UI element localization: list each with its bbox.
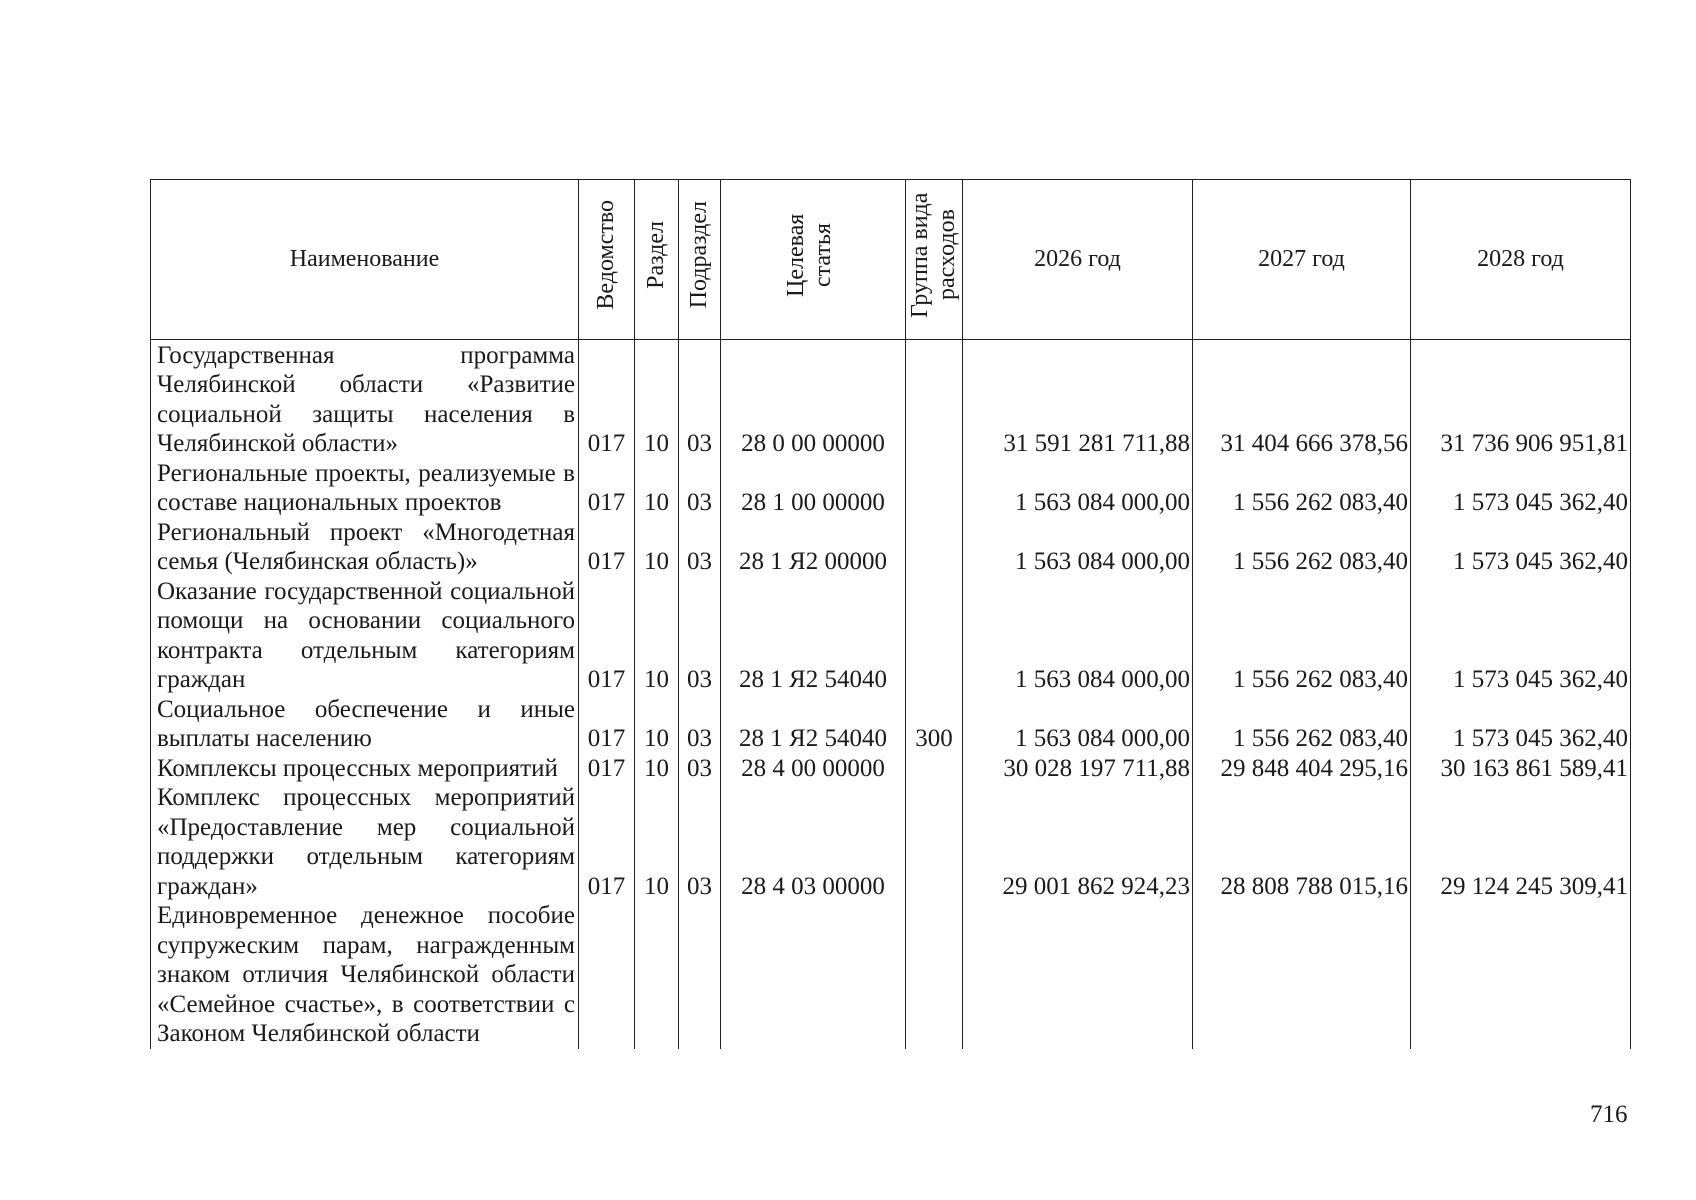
header-year-2027: 2027 год	[1193, 180, 1411, 340]
row-target-article: 28 1 Я2 54040	[721, 695, 906, 754]
row-section: 10	[635, 754, 679, 784]
row-expense-group	[906, 901, 963, 1049]
row-department: 017	[579, 339, 635, 459]
header-name: Наименование	[151, 180, 579, 340]
table-row	[151, 783, 1631, 901]
header-subsection-label: Подраздел	[686, 201, 712, 309]
row-department: 017	[579, 754, 635, 784]
row-section: 10	[635, 459, 679, 518]
row-section: 10	[635, 783, 679, 901]
header-year-2028: 2028 год	[1411, 180, 1631, 340]
row-amount-2028: 1 573 045 362,40	[1411, 459, 1631, 518]
row-expense-group	[906, 339, 963, 459]
row-subsection: 03	[679, 754, 721, 784]
row-department: 017	[579, 518, 635, 577]
row-amount-2028: 30 163 861 589,41	[1411, 754, 1631, 784]
header-department-label: Ведомство	[593, 200, 619, 310]
row-amount-2027: 28 808 788 015,16	[1193, 783, 1411, 901]
row-subsection: 03	[679, 577, 721, 695]
row-amount-2026: 29 001 862 924,23	[963, 783, 1193, 901]
row-expense-group: 300	[906, 695, 963, 754]
row-target-article: 28 1 Я2 54040	[721, 577, 906, 695]
row-amount-2028: 1 573 045 362,40	[1411, 695, 1631, 754]
row-section: 10	[635, 518, 679, 577]
table-row	[151, 459, 1631, 518]
row-department: 017	[579, 459, 635, 518]
row-target-article: 28 4 00 00000	[721, 754, 906, 784]
row-amount-2027: 1 556 262 083,40	[1193, 577, 1411, 695]
budget-table	[150, 179, 1631, 1049]
row-amount-2026: 1 563 084 000,00	[963, 695, 1193, 754]
header-department	[579, 180, 635, 340]
row-subsection: 03	[679, 518, 721, 577]
header-subsection	[679, 180, 721, 340]
row-department: 017	[579, 577, 635, 695]
header-expense-group-label: Группа вида расходов	[907, 192, 960, 318]
row-amount-2028: 31 736 906 951,81	[1411, 339, 1631, 459]
row-department: 017	[579, 695, 635, 754]
row-expense-group	[906, 754, 963, 784]
row-expense-group	[906, 518, 963, 577]
row-target-article	[721, 901, 906, 1049]
table-row	[151, 577, 1631, 695]
row-subsection: 03	[679, 783, 721, 901]
row-department	[579, 901, 635, 1049]
row-expense-group	[906, 577, 963, 695]
row-amount-2027: 29 848 404 295,16	[1193, 754, 1411, 784]
row-amount-2027: 1 556 262 083,40	[1193, 695, 1411, 754]
row-amount-2026: 1 563 084 000,00	[963, 577, 1193, 695]
row-section: 10	[635, 577, 679, 695]
row-expense-group	[906, 459, 963, 518]
row-department: 017	[579, 783, 635, 901]
page-number: 716	[1590, 1101, 1628, 1128]
row-name: Государственная программа Челябинской области «Развитие социальной защиты населения в Челябинской области»	[151, 339, 579, 459]
row-expense-group	[906, 783, 963, 901]
row-section: 10	[635, 695, 679, 754]
table-row	[151, 339, 1631, 459]
row-name: Региональный проект «Многодетная семья (Челябинская область)»	[151, 518, 579, 577]
budget-table-container	[150, 179, 1630, 1049]
row-amount-2026	[963, 901, 1193, 1049]
row-amount-2026: 1 563 084 000,00	[963, 518, 1193, 577]
row-name: Комплексы процессных мероприятий	[151, 754, 579, 784]
row-amount-2026: 31 591 281 711,88	[963, 339, 1193, 459]
header-year-2026: 2026 год	[963, 180, 1193, 340]
row-name: Комплекс процессных мероприятий «Предоставление мер социальной поддержки отдельным категориям граждан»	[151, 783, 579, 901]
row-name: Социальное обеспечение и иные выплаты населению	[151, 695, 579, 754]
header-section-label: Раздел	[643, 221, 669, 289]
table-body	[151, 339, 1631, 1049]
row-section	[635, 901, 679, 1049]
header-target-article	[721, 180, 906, 340]
row-amount-2028: 1 573 045 362,40	[1411, 518, 1631, 577]
row-target-article: 28 1 Я2 00000	[721, 518, 906, 577]
row-name: Единовременное денежное пособие супружеским парам, награжденным знаком отличия Челябинской области «Семейное счастье», в соответствии с Законом Челябинской области	[151, 901, 579, 1049]
table-header	[151, 180, 1631, 340]
table-row	[151, 754, 1631, 784]
row-target-article: 28 0 00 00000	[721, 339, 906, 459]
row-amount-2027: 31 404 666 378,56	[1193, 339, 1411, 459]
row-amount-2026: 30 028 197 711,88	[963, 754, 1193, 784]
row-section: 10	[635, 339, 679, 459]
row-amount-2027: 1 556 262 083,40	[1193, 518, 1411, 577]
row-amount-2027	[1193, 901, 1411, 1049]
row-subsection: 03	[679, 695, 721, 754]
row-amount-2028	[1411, 901, 1631, 1049]
header-expense-group	[906, 180, 963, 340]
row-subsection: 03	[679, 339, 721, 459]
header-section	[635, 180, 679, 340]
table-row	[151, 695, 1631, 754]
header-row	[151, 180, 1631, 340]
row-name: Оказание государственной социальной помощи на основании социального контракта отдельным категориям граждан	[151, 577, 579, 695]
row-target-article: 28 1 00 00000	[721, 459, 906, 518]
row-amount-2027: 1 556 262 083,40	[1193, 459, 1411, 518]
row-subsection	[679, 901, 721, 1049]
row-name: Региональные проекты, реализуемые в составе национальных проектов	[151, 459, 579, 518]
table-row	[151, 518, 1631, 577]
row-target-article: 28 4 03 00000	[721, 783, 906, 901]
row-amount-2028: 1 573 045 362,40	[1411, 577, 1631, 695]
row-amount-2028: 29 124 245 309,41	[1411, 783, 1631, 901]
table-row	[151, 901, 1631, 1049]
row-subsection: 03	[679, 459, 721, 518]
row-amount-2026: 1 563 084 000,00	[963, 459, 1193, 518]
header-target-article-label: Целевая статья	[783, 213, 836, 297]
